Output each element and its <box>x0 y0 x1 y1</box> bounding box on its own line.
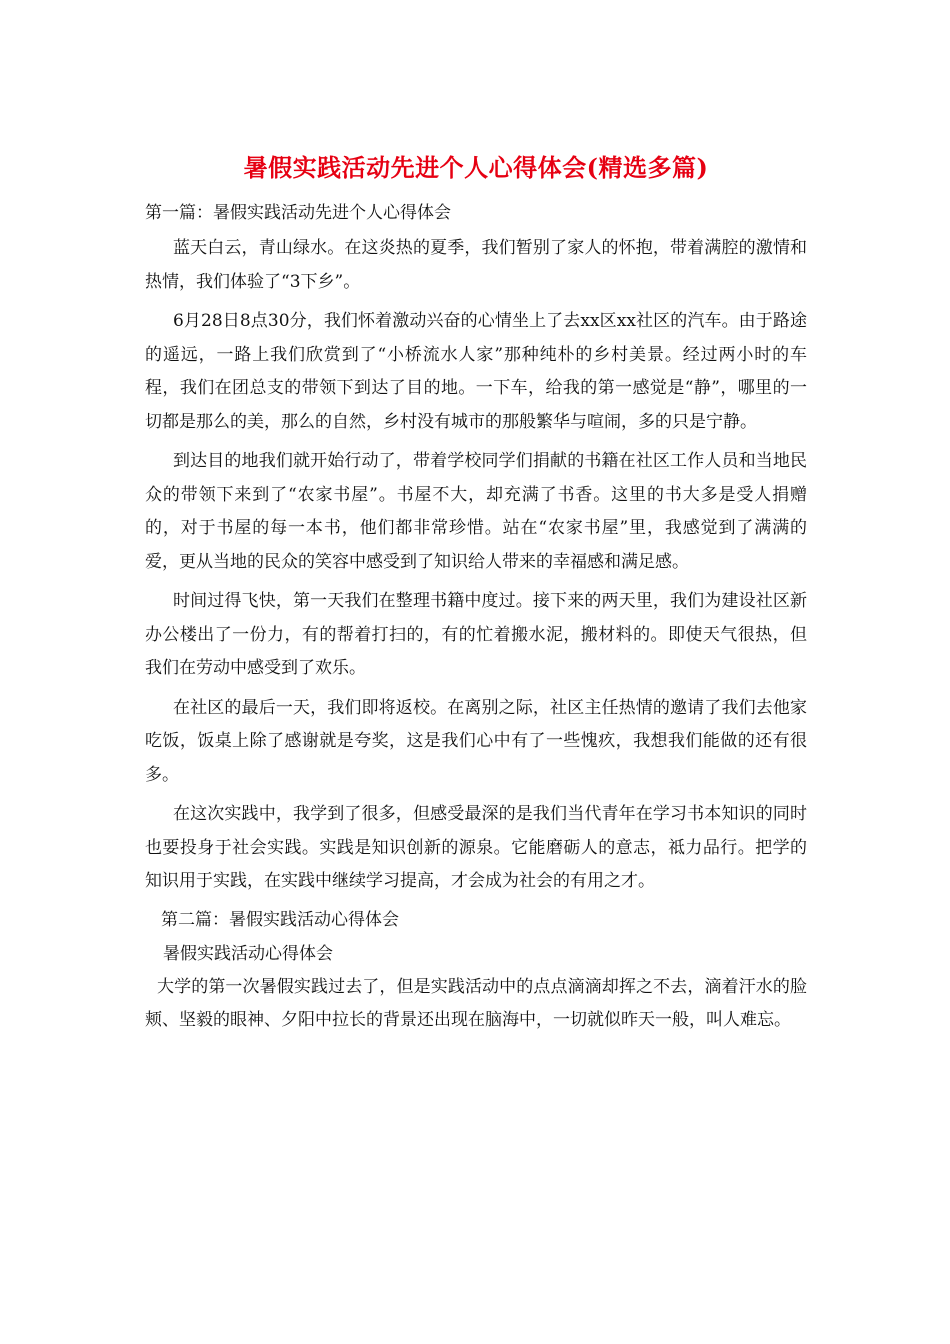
paragraph: 在社区的最后一天，我们即将返校。在离别之际，社区主任热情的邀请了我们去他家吃饭，饭桌上除了感谢就是夸奖，这是我们心中有了一些愧疚，我想我们能做的还有很多。 <box>145 697 807 785</box>
document-body <box>145 150 807 1044</box>
document-title: 暑假实践活动先进个人心得体会(精选多篇) <box>243 153 709 182</box>
paragraph: 大学的第一次暑假实践过去了，但是实践活动中的点点滴滴却挥之不去，滴着汗水的脸颊、坚毅的眼神、夕阳中拉长的背景还出现在脑海中，一切就似昨天一般，叫人难忘。 <box>145 976 807 1030</box>
paragraph: 蓝天白云，青山绿水。在这炎热的夏季，我们暂别了家人的怀抱，带着满腔的激情和热情，我们体验了“3下乡”。 <box>145 238 807 292</box>
section-heading-part2: 第二篇：暑假实践活动心得体会 <box>161 909 399 930</box>
section-heading-part1: 第一篇：暑假实践活动先进个人心得体会 <box>145 203 451 223</box>
paragraph: 到达目的地我们就开始行动了，带着学校同学们捐献的书籍在社区工作人员和当地民众的带领下来到了“农家书屋”。书屋不大，却充满了书香。这里的书大多是受人捐赠的，对于书屋的每一本书，他们都非常珍惜。站在“农家书屋”里，我感觉到了满满的爱，更从当地的民众的笑容中感受到了知识给人带来的幸福感和满足感。 <box>145 451 807 572</box>
paragraph: 在这次实践中，我学到了很多，但感受最深的是我们当代青年在学习书本知识的同时也要投身于社会实践。实践是知识创新的源泉。它能磨砺人的意志，祗力品行。把学的知识用于实践，在实践中继续学习提高，才会成为社会的有用之才。 <box>145 804 807 891</box>
paragraph: 时间过得飞快，第一天我们在整理书籍中度过。接下来的两天里，我们为建设社区新办公楼出了一份力，有的帮着打扫的，有的忙着搬水泥，搬材料的。即使天气很热，但我们在劳动中感受到了欢乐。 <box>145 591 807 678</box>
paragraph: 6月28日8点30分，我们怀着激动兴奋的心情坐上了去xx区xx社区的汽车。由于路途的遥远，一路上我们欣赏到了“小桥流水人家”那种纯朴的乡村美景。经过两小时的车程，我们在团总支的带领下到达了目的地。一下车，给我的第一感觉是“静”，哪里的一切都是那么的美，那么的自然，乡村没有城市的那般繁华与喧闹，多的只是宁静。 <box>145 311 807 432</box>
section-subheading-part2: 暑假实践活动心得体会 <box>163 943 333 964</box>
